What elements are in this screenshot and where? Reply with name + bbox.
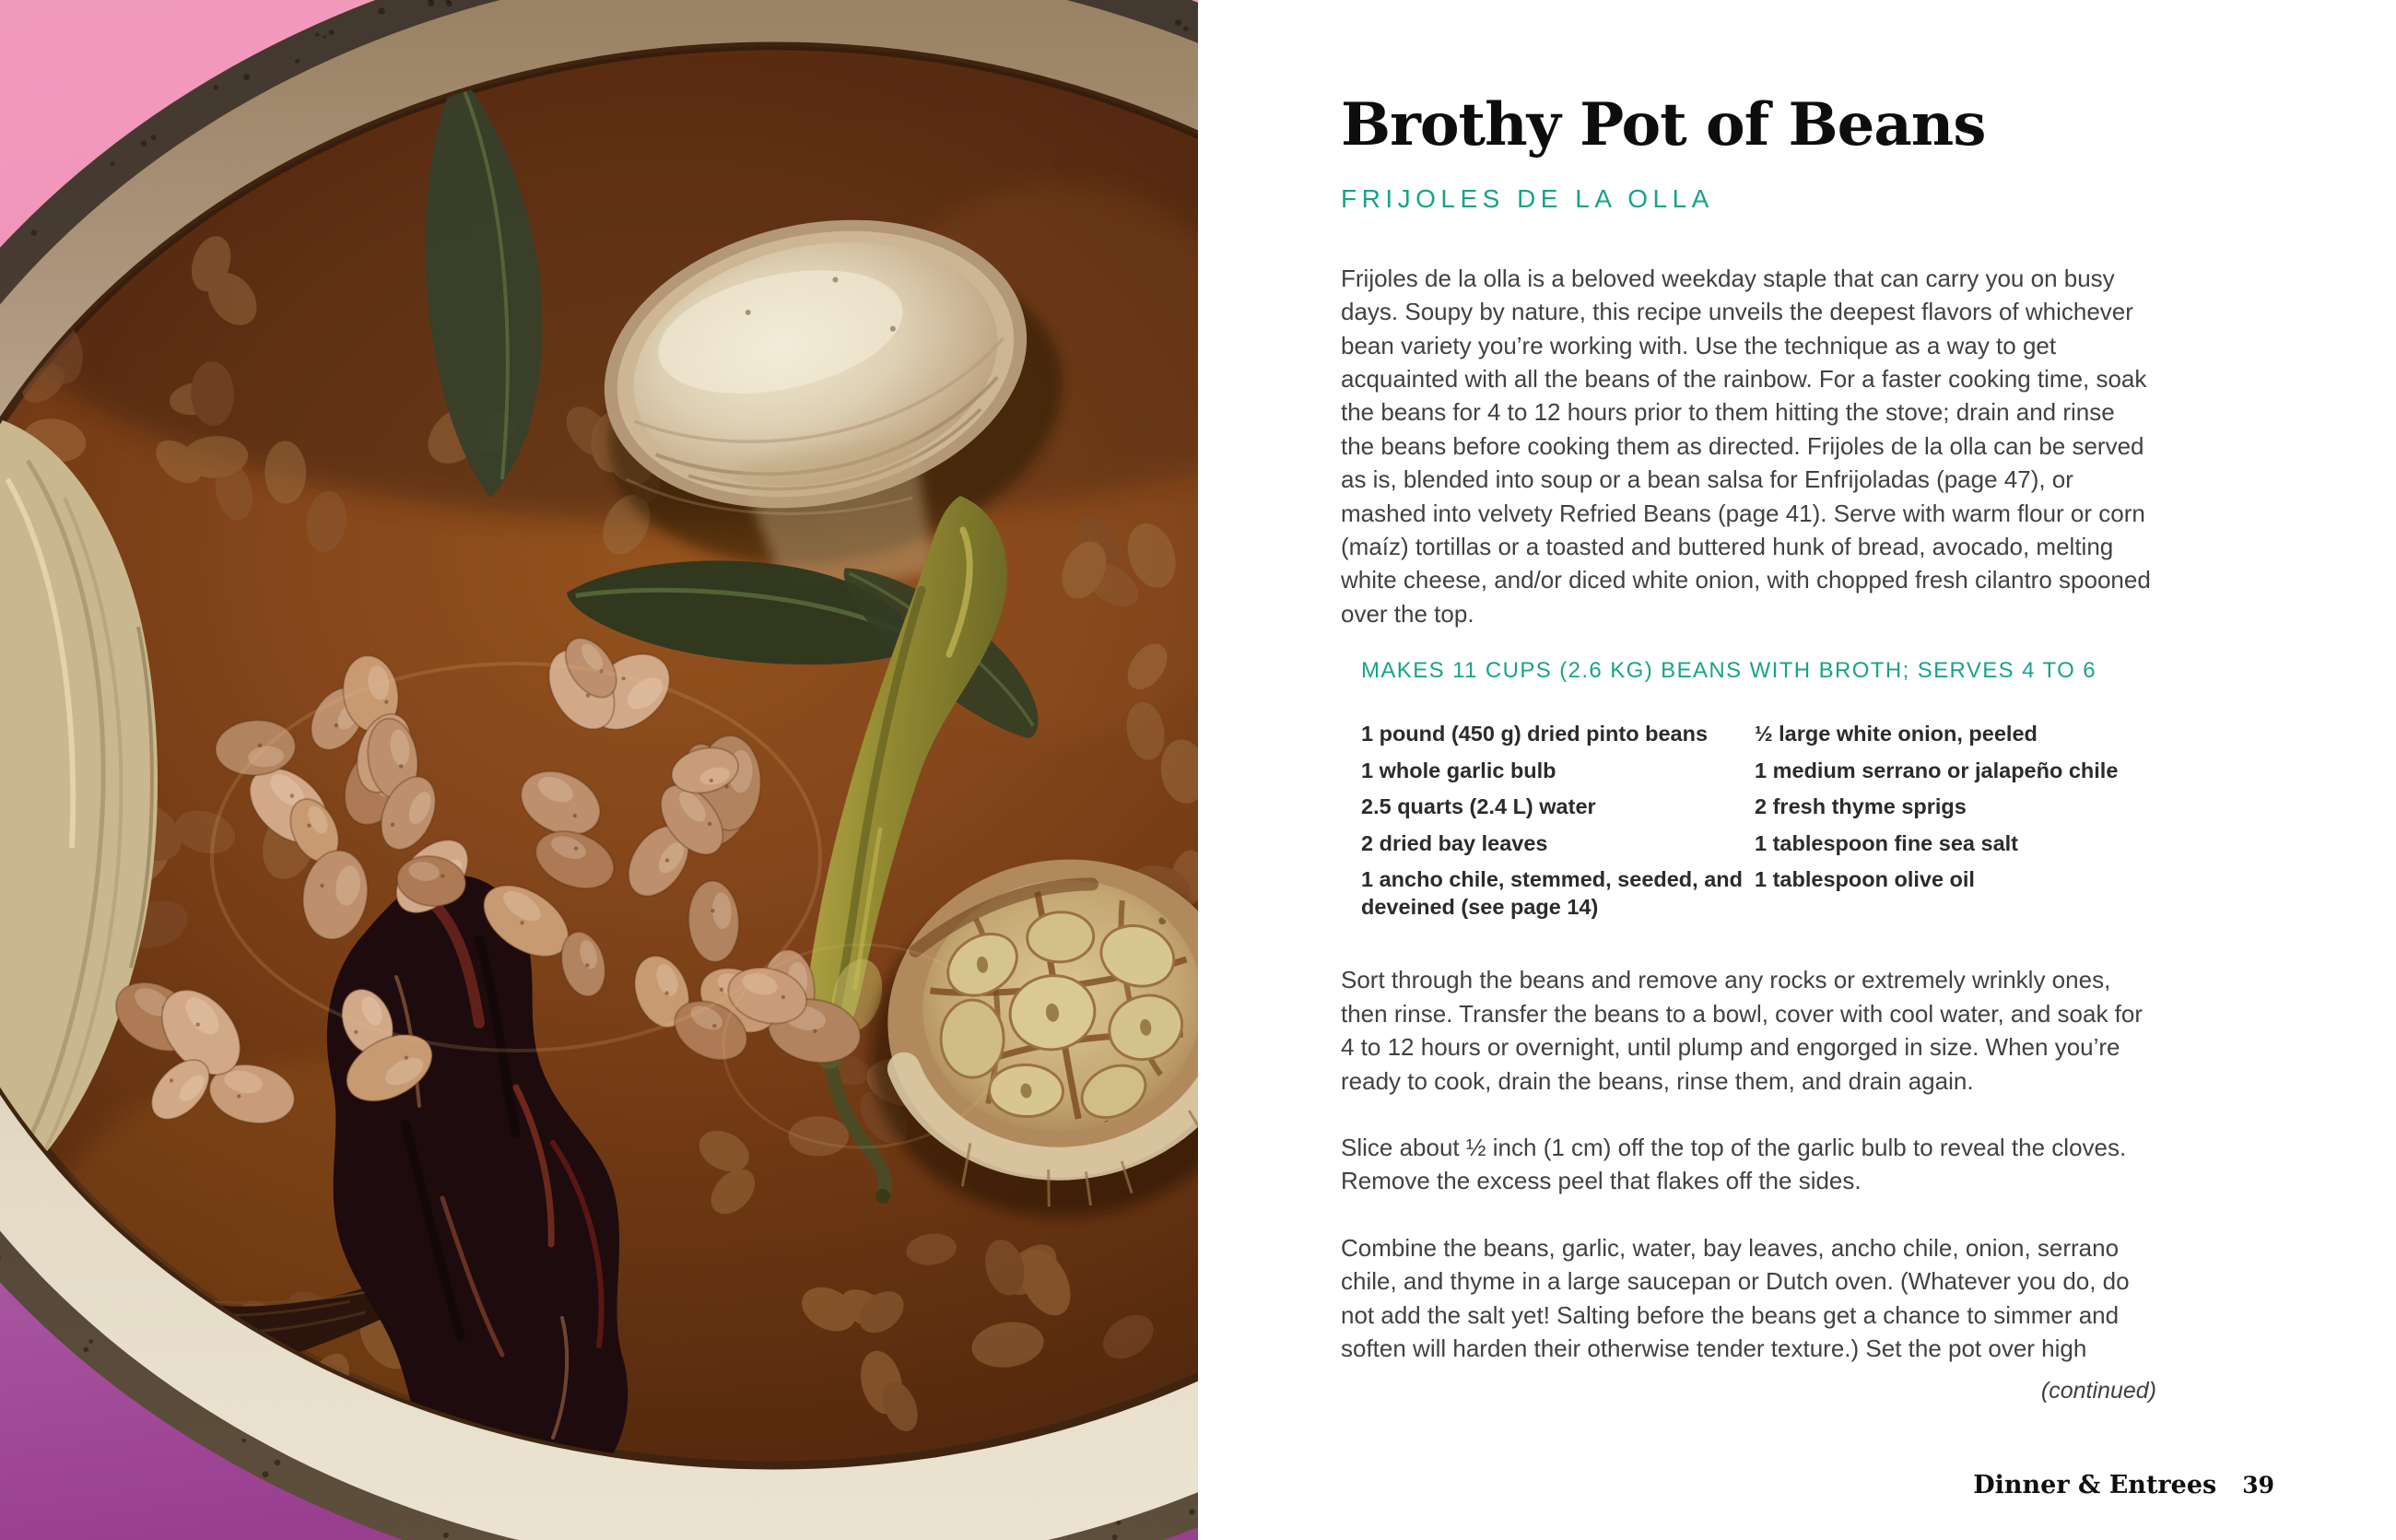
- ingredient-item: 2 fresh thyme sprigs: [1755, 794, 1967, 819]
- yield-line: MAKES 11 CUPS (2.6 KG) BEANS WITH BROTH; SERVES 4 TO 6: [1361, 658, 2097, 684]
- ingredient-item: ½ large white onion, peeled: [1755, 722, 2038, 746]
- page-footer: [1973, 1471, 2274, 1499]
- ingredients-list: [1361, 721, 2396, 930]
- method-steps: [1341, 963, 2396, 1365]
- ingredient-item: 2 dried bay leaves: [1361, 830, 1548, 855]
- recipe-step: Combine the beans, garlic, water, bay leaves, ancho chile, onion, serrano chile, and thyme in a large saucepan or Dutch oven. (Whatever you do, do not add the salt yet! Salting before the beans get a chance to simmer and soften will harden their otherwise tender texture.) Set the pot over high: [1341, 1233, 2130, 1362]
- section-name: Dinner & Entrees: [1973, 1471, 2217, 1499]
- ingredient-item: 1 pound (450 g) dried pinto beans: [1361, 722, 1709, 746]
- recipe-step: Slice about ½ inch (1 cm) off the top of the garlic bulb to reveal the cloves. Remove the excess peel that flakes off the sides.: [1341, 1133, 2127, 1195]
- recipe-subtitle: FRIJOLES DE LA OLLA: [1341, 183, 1714, 213]
- ingredients-column-2: [1755, 721, 2179, 930]
- ingredient-item: 1 whole garlic bulb: [1361, 758, 1556, 782]
- ingredient-item: 1 ancho chile, stemmed, seeded, and deveined (see page 14): [1361, 867, 1744, 919]
- recipe-title: Brothy Pot of Beans: [1341, 90, 1986, 159]
- recipe-page: [1198, 0, 2396, 1540]
- continued-note: (continued): [2040, 1378, 2156, 1405]
- ingredient-item: 1 medium serrano or jalapeño chile: [1755, 758, 2119, 782]
- page-number: 39: [2242, 1472, 2274, 1499]
- ingredient-item: 2.5 quarts (2.4 L) water: [1361, 794, 1596, 819]
- ingredients-column-1: [1361, 721, 1755, 930]
- ingredient-item: 1 tablespoon olive oil: [1755, 867, 1975, 892]
- ingredient-item: 1 tablespoon fine sea salt: [1755, 830, 2019, 855]
- recipe-intro: Frijoles de la olla is a beloved weekday staple that can carry you on busy days. Soupy by nature, this recipe unveils the deepest flavors of whichever bean variety you’re working with. Use the technique as a way to get acquainted with all the beans of the rainbow. For a faster cooking time, soak the beans for 4 to 12 hours prior to them hitting the stove; drain and rinse the beans before cooking them as directed. Frijoles de la olla can be served as is, blended into soup or a bean salsa for Enfrijoladas (page 47), or mashed into velvety Refried Beans (page 41). Serve with warm flour or corn (maíz) tortillas or a toasted and buttered hunk of bread, avocado, melting white cheese, and/or diced white onion, with chopped fresh cilantro spooned over the top.: [1341, 264, 2151, 628]
- recipe-step: Sort through the beans and remove any rocks or extremely wrinkly ones, then rinse. Transfer the beans to a bowl, cover with cool water, and soak for 4 to 12 hours or overnight, until plump and engorged in size. When you’re ready to cook, drain the beans, rinse them, and drain again.: [1341, 966, 2143, 1095]
